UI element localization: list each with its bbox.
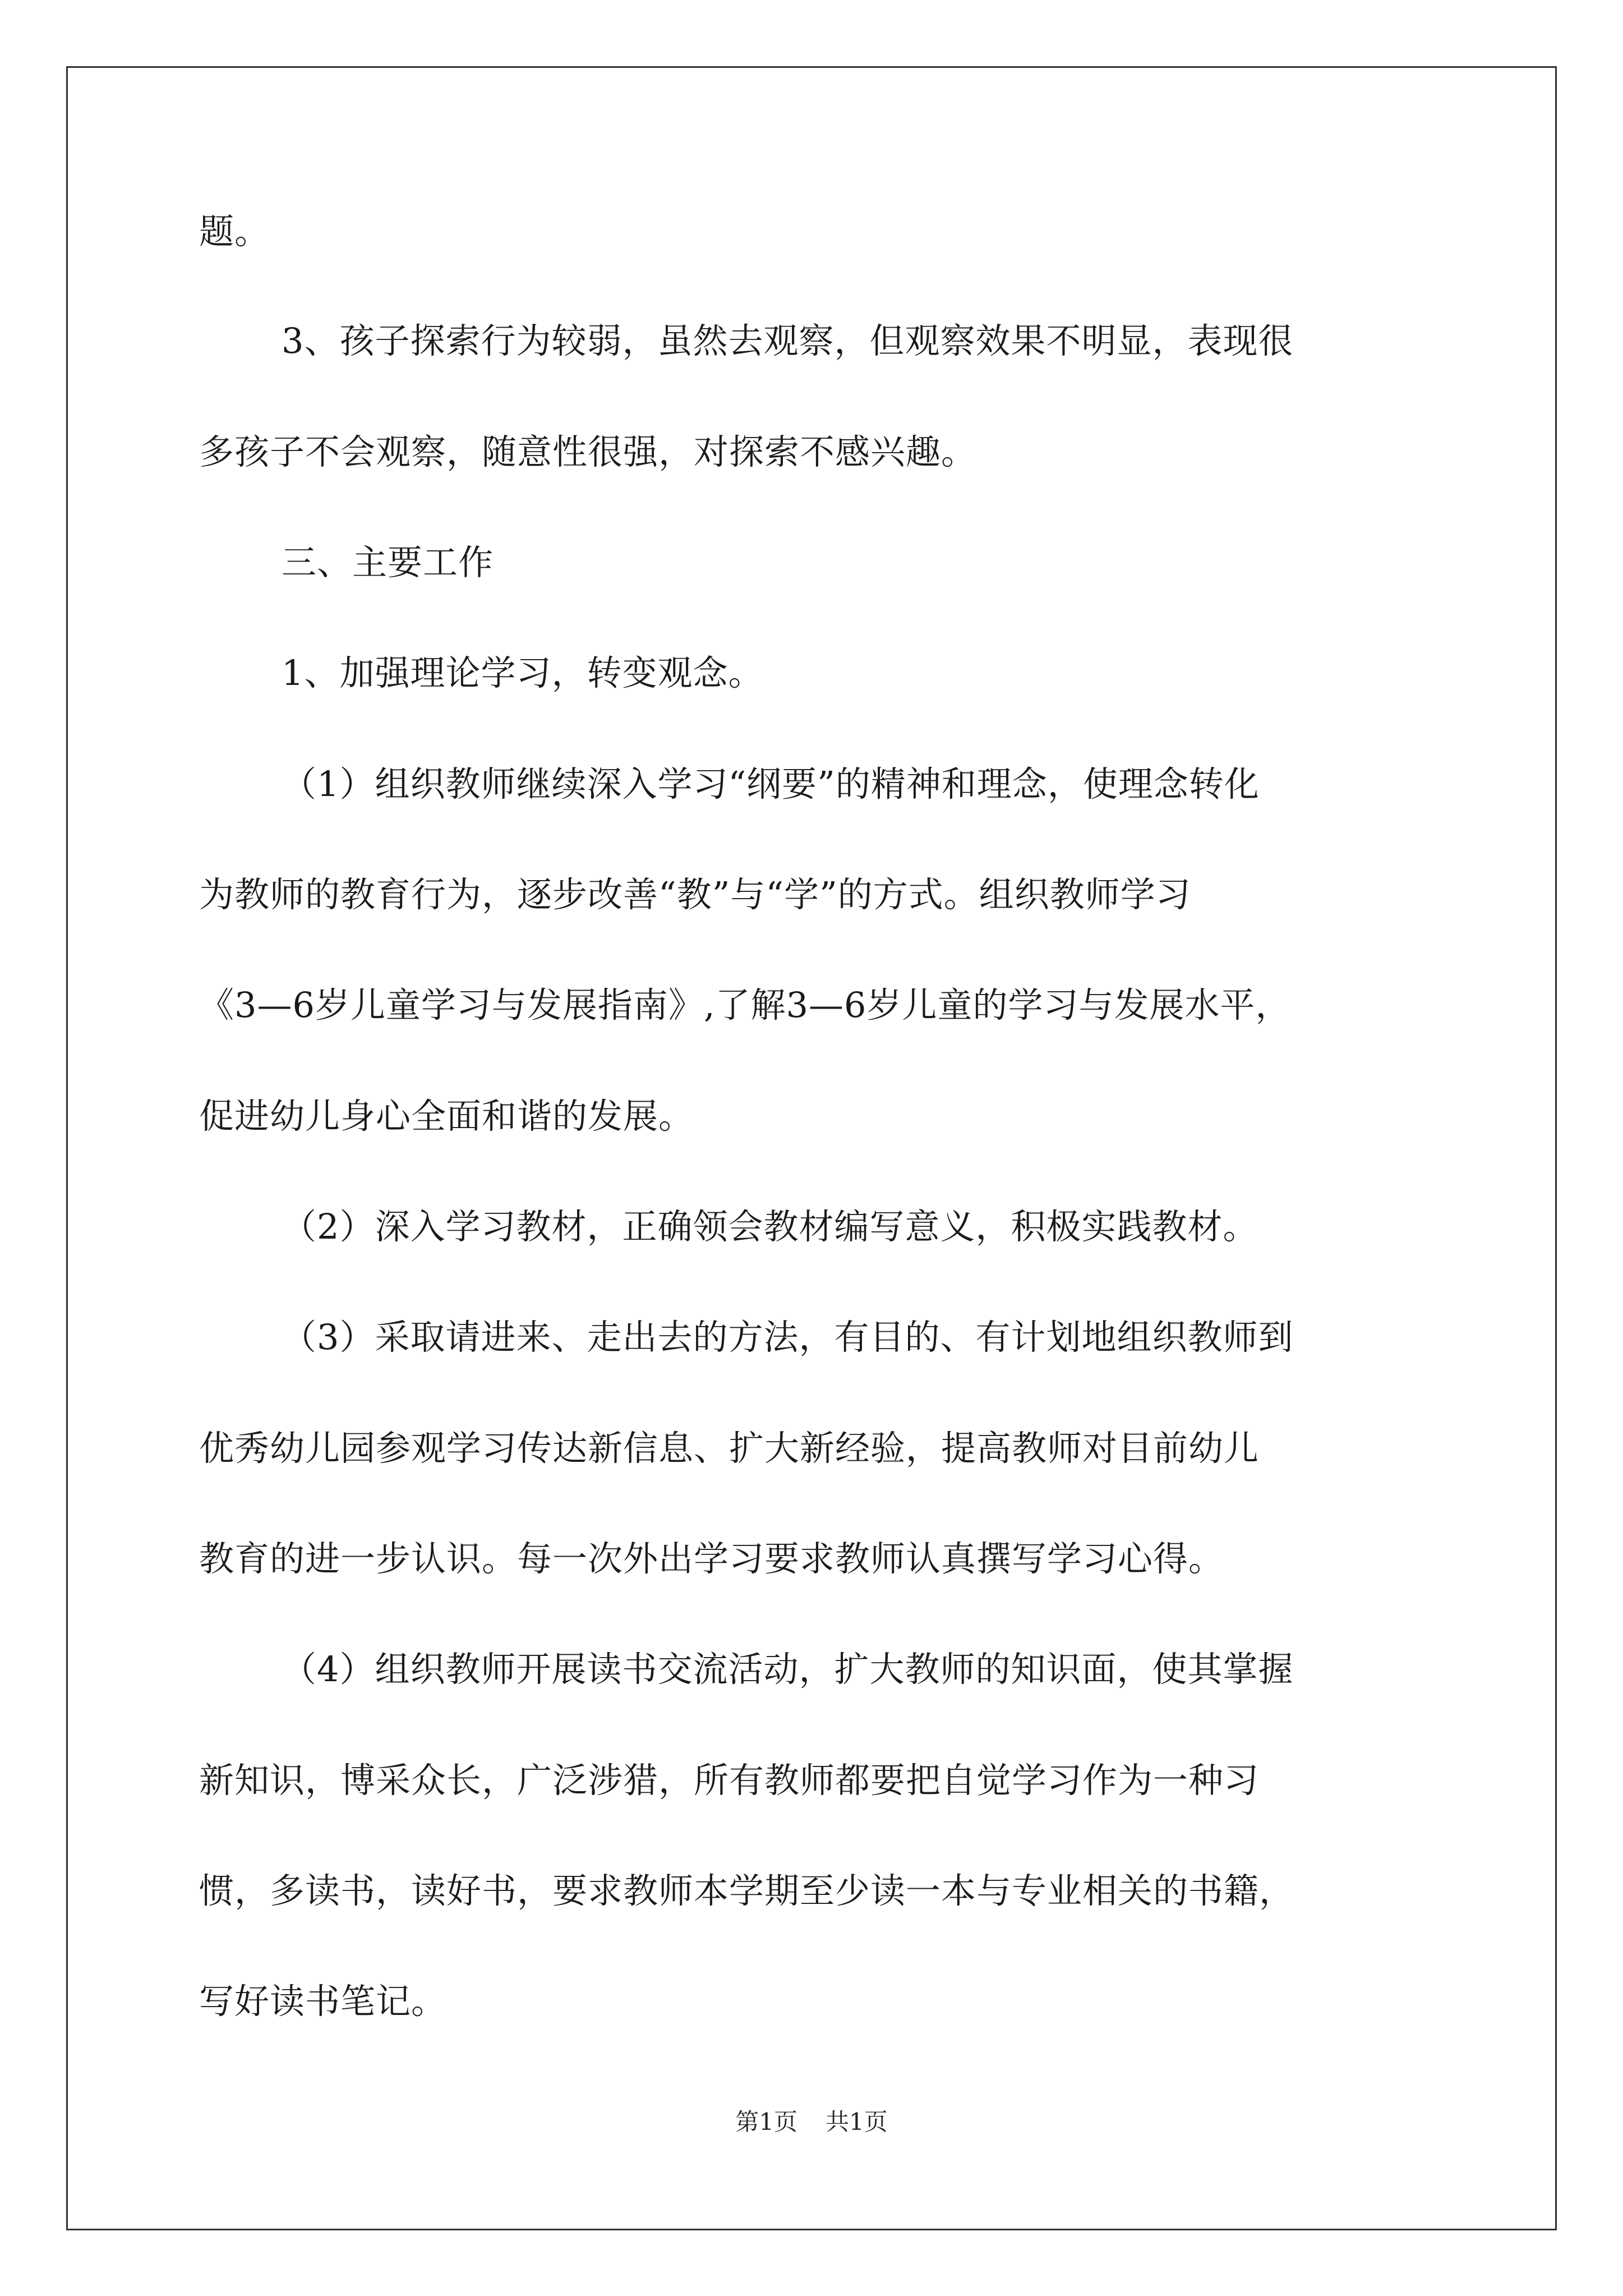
subsection-heading: 1、加强理论学习，转变观念。 xyxy=(282,652,764,693)
text-line: 新知识，博采众长，广泛涉猎，所有教师都要把自觉学习作为一种习 xyxy=(199,1760,1260,1801)
text-line: 优秀幼儿园参观学习传达新信息、扩大新经验，提高教师对目前幼儿 xyxy=(199,1428,1260,1469)
text-line: （4）组织教师开展读书交流活动，扩大教师的知识面，使其掌握 xyxy=(282,1649,1294,1690)
page-number: 第1页 xyxy=(735,2108,797,2136)
text-line: 3、孩子探索行为较弱，虽然去观察，但观察效果不明显，表现很 xyxy=(282,320,1294,361)
text-line: （3）采取请进来、走出去的方法，有目的、有计划地组织教师到 xyxy=(282,1317,1294,1358)
page-footer xyxy=(0,2106,1623,2138)
text-line: （2）深入学习教材，正确领会教材编写意义，积极实践教材。 xyxy=(282,1206,1258,1247)
text-line: 教育的进一步认识。每一次外出学习要求教师认真撰写学习心得。 xyxy=(199,1538,1224,1579)
text-line: 多孩子不会观察，随意性很强，对探索不感兴趣。 xyxy=(199,431,977,472)
text-line: 为教师的教育行为，逐步改善“教”与“学”的方式。组织教师学习 xyxy=(199,874,1191,915)
section-heading: 三、主要工作 xyxy=(282,542,494,583)
page-total: 共1页 xyxy=(826,2108,888,2136)
text-line: （1）组织教师继续深入学习“纲要”的精神和理念，使理念转化 xyxy=(282,763,1260,804)
text-line: 惯，多读书，读好书，要求教师本学期至少读一本与专业相关的书籍， xyxy=(199,1870,1295,1911)
text-line: 促进幼儿身心全面和谐的发展。 xyxy=(199,1096,694,1137)
text-line: 《3—6岁儿童学习与发展指南》,了解3—6岁儿童的学习与发展水平， xyxy=(199,984,1291,1025)
text-line: 写好读书笔记。 xyxy=(199,1981,447,2022)
text-line: 题。 xyxy=(199,211,270,252)
